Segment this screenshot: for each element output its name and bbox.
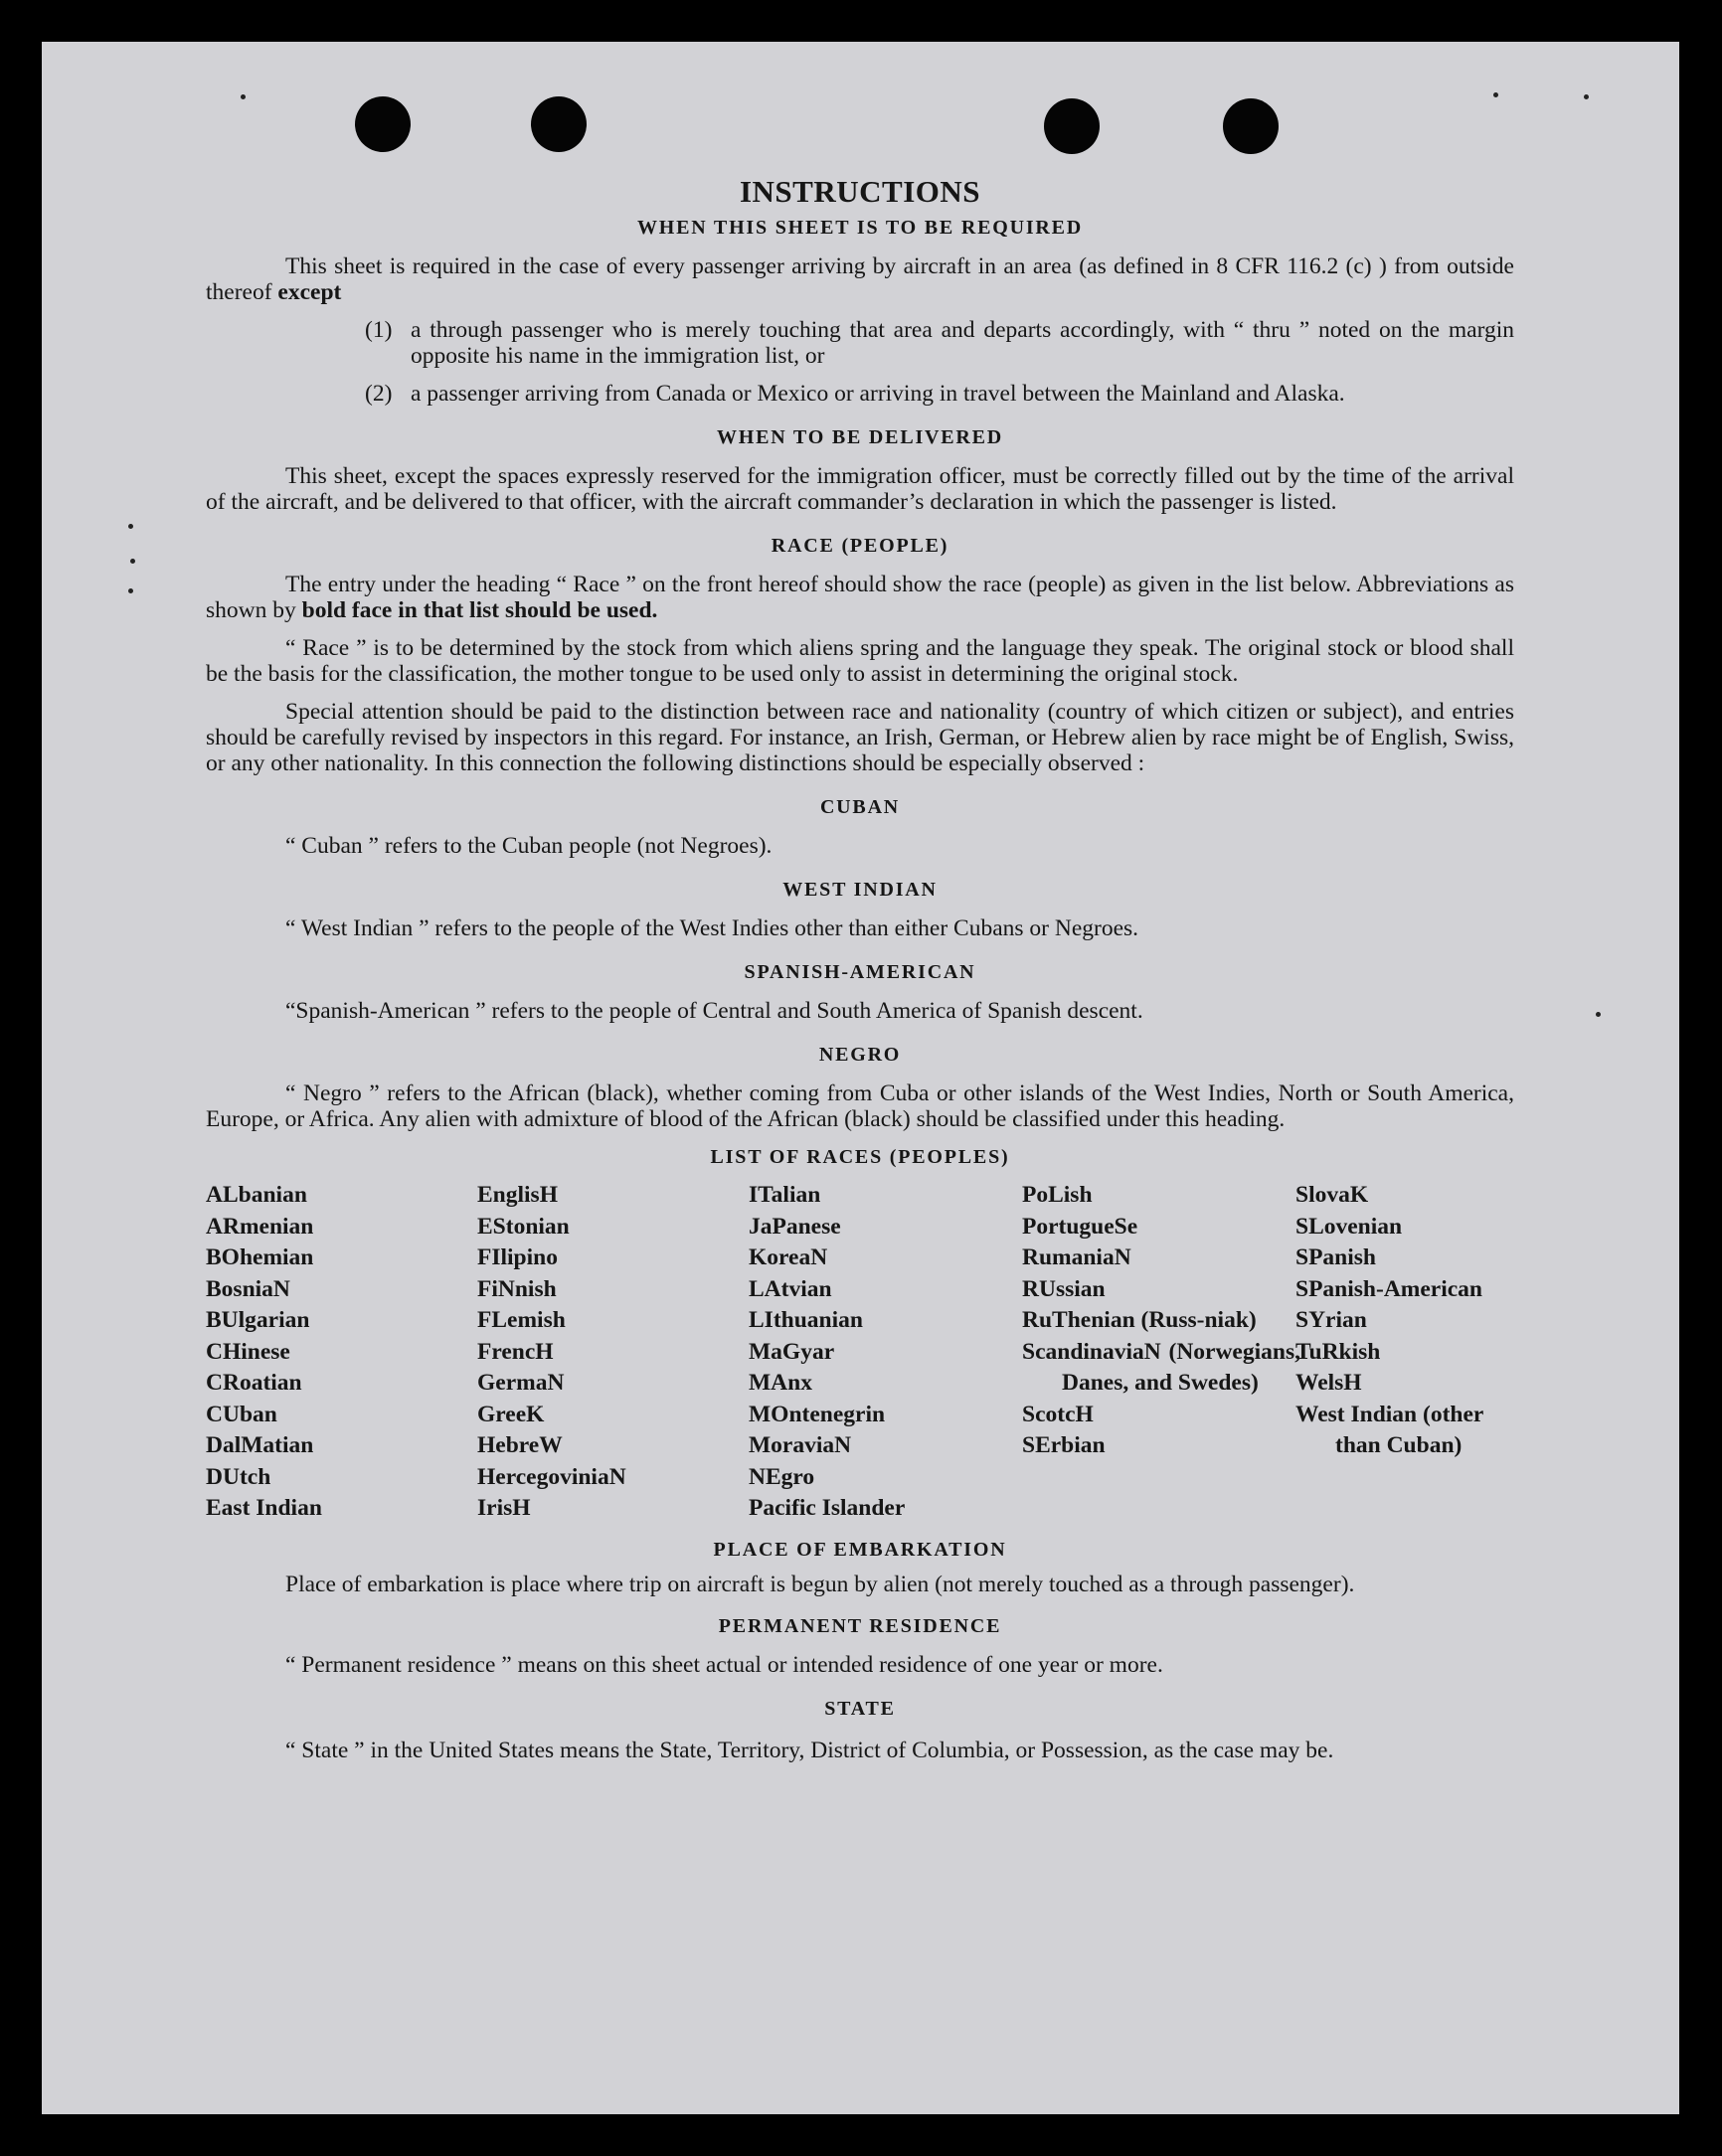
races-column — [1022, 1180, 1300, 1525]
page-title: INSTRUCTIONS — [739, 174, 980, 209]
race-entry: RumaniaN — [1022, 1244, 1131, 1270]
races-list — [206, 1180, 1514, 1525]
race-entry: SPanish-American — [1295, 1275, 1482, 1302]
race-entry: MAnx — [749, 1370, 812, 1396]
punch-hole — [1044, 98, 1100, 154]
negro-text: “ Negro ” refers to the African (black), whether coming from Cuba or other islands of the West Indies, North or South America, Europe, or Africa. Any alien with admixture of blood of the African (black) should be classified under this heading. — [206, 1080, 1514, 1132]
section-heading-when-delivered: WHEN TO BE DELIVERED — [716, 426, 1004, 448]
race-entry: SPanish — [1295, 1244, 1376, 1270]
when-delivered-text: This sheet, except the spaces expressly reserved for the immigration officer, must be correctly filled out by the time of the arrival of the aircraft, and be delivered to that officer, with the aircraft commander’s declaration in which the passenger is listed. — [206, 463, 1514, 515]
race-entry: LAtvian — [749, 1275, 832, 1302]
race-entry: CHinese — [206, 1338, 290, 1365]
section-heading-races-list: LIST OF RACES (PEOPLES) — [710, 1146, 1010, 1168]
race-entry: RuThenian (Russ-niak) — [1022, 1307, 1257, 1333]
race-entry: CUban — [206, 1401, 277, 1427]
cuban-text: “ Cuban ” refers to the Cuban people (not Negroes). — [285, 833, 773, 859]
section-heading-negro: NEGRO — [818, 1044, 902, 1066]
punch-hole — [355, 96, 411, 152]
race-paragraph-1: The entry under the heading “ Race ” on the front hereof should show the race (people) as given in the list below. Abbreviations as shown by bold face in that list should be used. — [206, 572, 1514, 623]
race-entry: FrencH — [477, 1338, 554, 1365]
race-entry: DalMatian — [206, 1432, 314, 1458]
race-entry: West Indian (other than Cuban) — [1295, 1401, 1483, 1458]
section-heading-state: STATE — [824, 1697, 896, 1720]
exception-number: (1) — [365, 317, 393, 343]
races-column — [1295, 1180, 1514, 1525]
when-required-intro: This sheet is required in the case of every passenger arriving by aircraft in an area (as defined in 8 CFR 116.2 (c) ) from outside thereof except — [206, 253, 1514, 305]
race-entry: FLemish — [477, 1307, 566, 1333]
race-entry: East Indian — [206, 1495, 322, 1521]
dust-speck — [1584, 94, 1589, 99]
section-heading-cuban: CUBAN — [819, 796, 901, 818]
race-entry: ALbanian — [206, 1182, 307, 1208]
exception-number: (2) — [365, 381, 393, 407]
exception-text: a through passenger who is merely touching that area and departs accordingly, with “ thru ” noted on the margin opposite his name in the immigration list, or — [411, 317, 1514, 369]
punch-hole — [1223, 98, 1279, 154]
dust-speck — [1596, 1012, 1601, 1017]
instructions-body — [206, 174, 1514, 1767]
dust-speck — [128, 524, 133, 529]
race-entry: SlovaK — [1295, 1182, 1369, 1208]
race-entry: TuRkish — [1295, 1338, 1381, 1365]
exception-text: a passenger arriving from Canada or Mexico or arriving in travel between the Mainland and Alaska. — [411, 381, 1345, 407]
race-entry: FiNnish — [477, 1275, 557, 1302]
race-entry: MaGyar — [749, 1338, 835, 1365]
race-entry: SYrian — [1295, 1307, 1367, 1333]
race-entry: SLovenian — [1295, 1213, 1403, 1240]
race-entry: CRoatian — [206, 1370, 302, 1396]
section-heading-when-required: WHEN THIS SHEET IS TO BE REQUIRED — [636, 217, 1084, 239]
embarkation-text: Place of embarkation is place where trip on aircraft is begun by alien (not merely touched as a through passenger). — [285, 1571, 1355, 1597]
race-entry: KoreaN — [749, 1244, 828, 1270]
race-entry: PortugueSe — [1022, 1213, 1138, 1240]
exception-item-1 — [365, 317, 1514, 369]
race-entry: FIlipino — [477, 1244, 558, 1270]
race-entry: GermaN — [477, 1370, 565, 1396]
west-indian-text: “ West Indian ” refers to the people of the West Indies other than either Cubans or Negroes. — [285, 915, 1139, 941]
race-entry: DUtch — [206, 1463, 271, 1490]
punch-hole — [531, 96, 587, 152]
race-entry: SErbian — [1022, 1432, 1106, 1458]
race-paragraph-2: “ Race ” is to be determined by the stock from which aliens spring and the language they speak. The original stock or blood shall be the basis for the classification, the mother tongue to be used only to assist in determining the original stock. — [206, 635, 1514, 687]
dust-speck — [1493, 92, 1498, 97]
race-entry: MOntenegrin — [749, 1401, 886, 1427]
section-heading-race: RACE (PEOPLE) — [771, 535, 949, 557]
section-heading-spanish-american: SPANISH-AMERICAN — [744, 961, 976, 983]
race-entry: ScandinaviaN (Norwegians, Danes, and Swedes) — [1022, 1338, 1300, 1396]
race-entry: RUssian — [1022, 1275, 1106, 1302]
race-entry: Pacific Islander — [749, 1495, 906, 1521]
race-entry: EStonian — [477, 1213, 570, 1240]
race-entry: BUlgarian — [206, 1307, 310, 1333]
race-entry: HebreW — [477, 1432, 563, 1458]
dust-speck — [130, 559, 135, 564]
races-column — [206, 1180, 477, 1525]
section-heading-west-indian: WEST INDIAN — [782, 879, 938, 901]
races-column — [477, 1180, 749, 1525]
race-entry: NEgro — [749, 1463, 815, 1490]
race-entry: PoLish — [1022, 1182, 1093, 1208]
race-entry: HercegoviniaN — [477, 1463, 626, 1490]
race-entry: WelsH — [1295, 1370, 1362, 1396]
spanish-american-text: “Spanish-American ” refers to the people of Central and South America of Spanish descent. — [285, 998, 1143, 1024]
exception-item-2 — [365, 381, 1514, 407]
permanent-residence-text: “ Permanent residence ” means on this sheet actual or intended residence of one year or more. — [285, 1651, 1163, 1678]
race-entry: IrisH — [477, 1495, 531, 1521]
race-entry: GreeK — [477, 1401, 545, 1427]
race-entry: JaPanese — [749, 1213, 841, 1240]
races-column — [749, 1180, 1022, 1525]
race-entry: BOhemian — [206, 1244, 314, 1270]
dust-speck — [241, 94, 246, 99]
section-heading-embarkation: PLACE OF EMBARKATION — [713, 1538, 1007, 1561]
dust-speck — [128, 588, 133, 593]
race-paragraph-3: Special attention should be paid to the distinction between race and nationality (country of which citizen or subject), and entries should be carefully revised by inspectors in this regard. For instance, an Irish, German, or Hebrew alien by race might be of English, Swiss, or any other nationality. In this connection the following distinctions should be especially observed : — [206, 699, 1514, 776]
race-entry: BosniaN — [206, 1275, 290, 1302]
race-entry: ScotcH — [1022, 1401, 1094, 1427]
state-text: “ State ” in the United States means the State, Territory, District of Columbia, or Possession, as the case may be. — [285, 1737, 1334, 1763]
race-entry: MoraviaN — [749, 1432, 852, 1458]
section-heading-permanent-residence: PERMANENT RESIDENCE — [718, 1614, 1002, 1637]
race-entry: LIthuanian — [749, 1307, 863, 1333]
race-entry: ARmenian — [206, 1213, 314, 1240]
race-entry: ITalian — [749, 1182, 821, 1208]
race-entry: EnglisH — [477, 1182, 558, 1208]
